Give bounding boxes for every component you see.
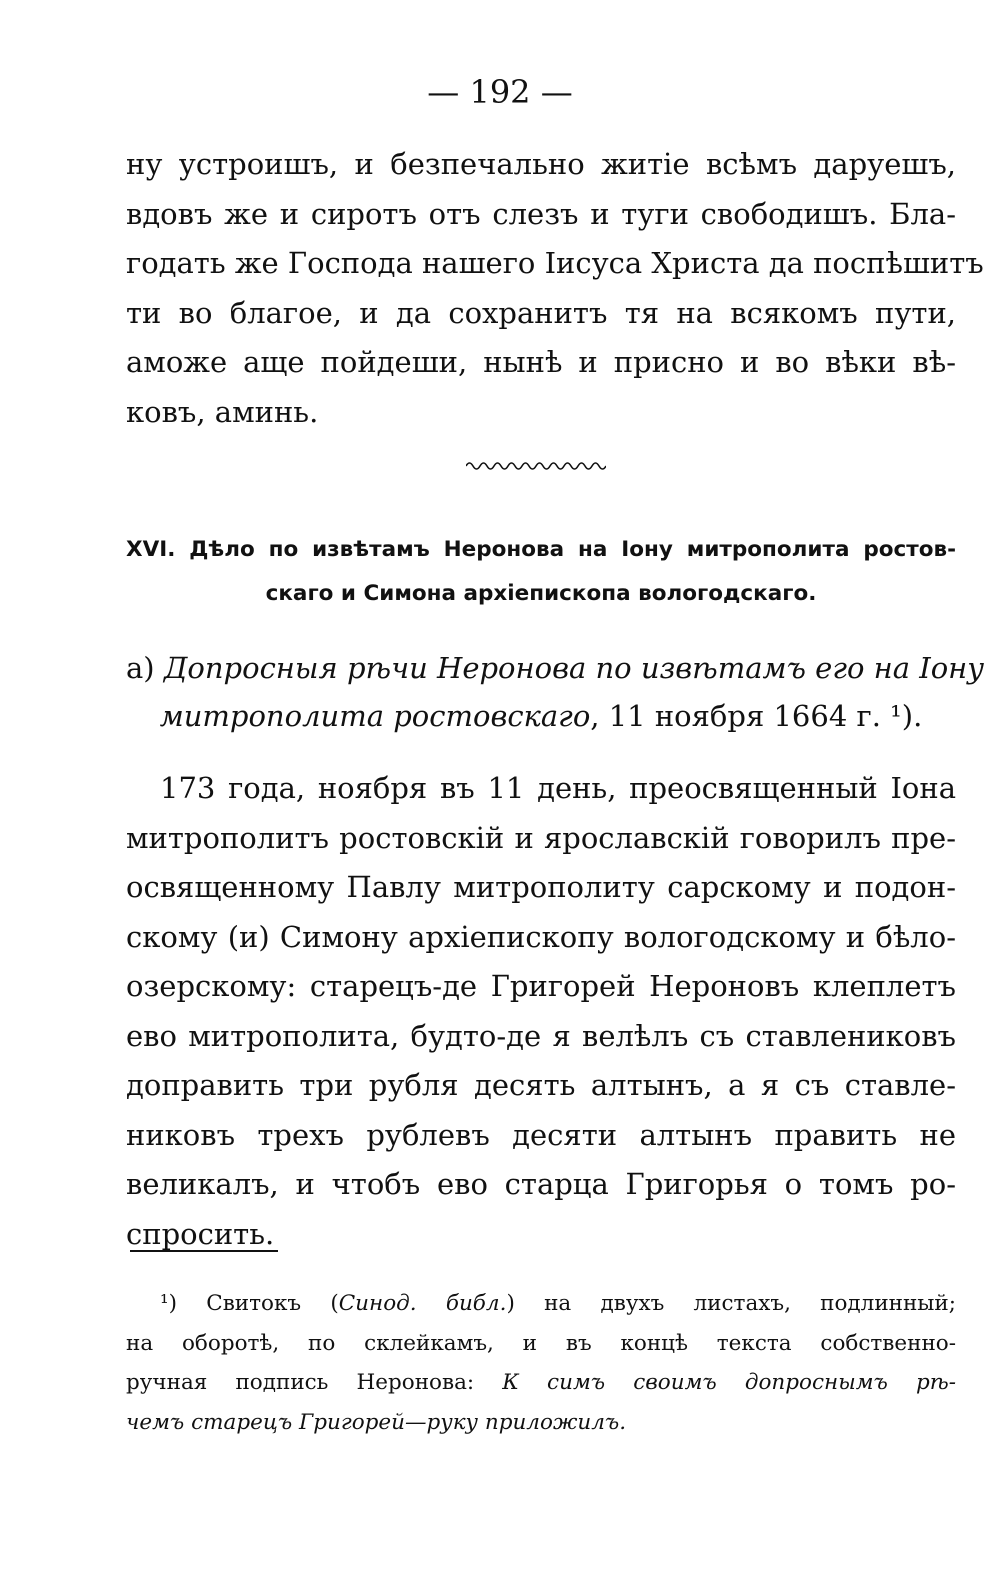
footnote-line bbox=[126, 1363, 956, 1403]
text-line: скому (и) Симону архіепископу вологодскому и бѣло- bbox=[126, 919, 956, 954]
footnote bbox=[126, 1284, 956, 1442]
footnote-line: на оборотѣ, по склейкамъ, и въ концѣ текста собственно- bbox=[126, 1330, 956, 1356]
document-subheading bbox=[126, 644, 985, 740]
text-line: никовъ трехъ рублевъ десяти алтынъ править не bbox=[126, 1117, 956, 1152]
text-line: доправить три рубля десять алтынъ, а я съ ставле- bbox=[126, 1068, 956, 1102]
page-number: — 192 — bbox=[427, 73, 573, 111]
text-line: годать же Господа нашего Іисуса Христа да поспѣшитъ bbox=[126, 246, 984, 280]
subheading-italic: митрополита ростовскаго bbox=[159, 699, 591, 733]
subheading-line-2 bbox=[126, 692, 956, 740]
heading-line: XVI. Дѣло по извѣтамъ Неронова на Іону митрополита ростов- bbox=[126, 537, 956, 562]
footnote-line bbox=[126, 1284, 956, 1324]
subheading-italic: Допросныя рѣчи Неронова по извѣтамъ его на Іону bbox=[163, 651, 985, 685]
text-line: озерскому: старецъ-де Григорей Нероновъ клеплетъ bbox=[126, 969, 956, 1003]
section-heading bbox=[126, 528, 956, 616]
footnote-italic: Синод. библ. bbox=[338, 1291, 507, 1316]
text-line: 173 года, ноября въ 11 день, преосвященный Іона bbox=[160, 771, 956, 805]
text-line: ну устроишъ, и безпечально житіе всѣмъ даруешъ, bbox=[126, 147, 956, 181]
footnote-text: ¹) Свитокъ ( bbox=[160, 1291, 339, 1316]
footnote-line: чемъ старецъ Григорей—руку приложилъ. bbox=[126, 1409, 627, 1435]
subheading-line-1 bbox=[126, 644, 985, 692]
text-line: великалъ, и чтобъ ево старца Григорья о томъ ро- bbox=[126, 1167, 956, 1201]
footnote-italic: К симъ своимъ допроснымъ рѣ- bbox=[502, 1370, 956, 1395]
heading-line: скаго и Симона архіепископа вологодскаго. bbox=[265, 581, 817, 606]
text-line: ковъ, аминь. bbox=[126, 394, 319, 429]
footnote-rule bbox=[130, 1250, 278, 1252]
subheading-date: , 11 ноября 1664 г. ¹). bbox=[590, 699, 923, 733]
text-line: ево митрополита, будто-де я велѣлъ съ ставлениковъ bbox=[126, 1018, 956, 1053]
text-line: аможе аще пойдеши, нынѣ и присно и во вѣки вѣ- bbox=[126, 345, 956, 379]
paragraph-2 bbox=[126, 764, 956, 1259]
text-line: освященному Павлу митрополиту сарскому и подон- bbox=[126, 870, 956, 904]
text-line: митрополитъ ростовскій и ярославскій говорилъ пре- bbox=[126, 820, 956, 855]
footnote-text: ) на двухъ листахъ, подлинный; bbox=[506, 1291, 956, 1316]
text-line: спросить. bbox=[126, 1216, 275, 1251]
wave-ornament-divider bbox=[466, 458, 606, 472]
text-line: ти во благое, и да сохранитъ тя на всякомъ пути, bbox=[126, 295, 956, 330]
subheading-prefix: а) bbox=[126, 651, 164, 685]
text-line: вдовъ же и сиротъ отъ слезъ и туги свободишъ. Бла- bbox=[126, 196, 956, 231]
footnote-text: ручная подпись Неронова: bbox=[126, 1370, 503, 1395]
paragraph-1 bbox=[126, 140, 984, 437]
